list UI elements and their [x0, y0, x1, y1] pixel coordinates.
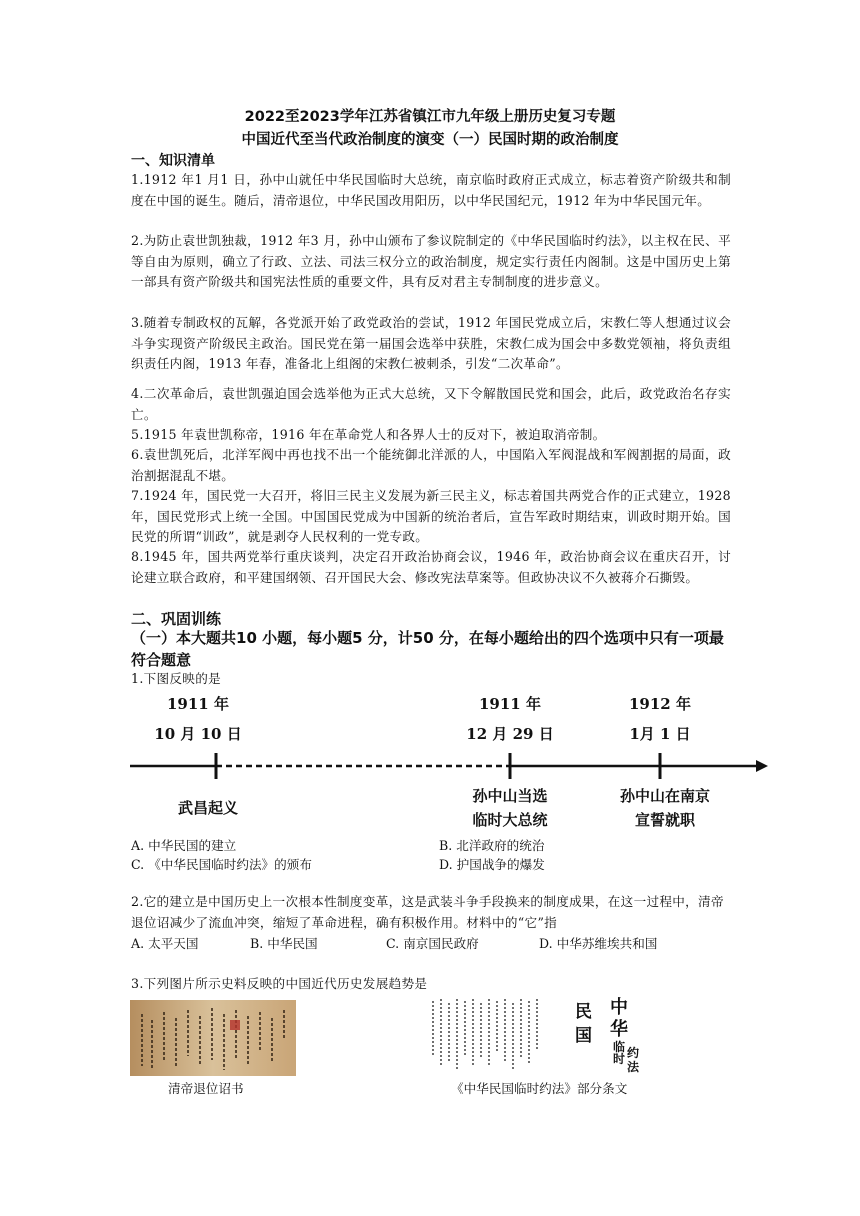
timeline-date-1: 10 月 10 日 — [154, 725, 242, 743]
question-2-option-c[interactable]: C. 南京国民政府 — [386, 936, 479, 951]
timeline-event-2-line1: 孙中山当选 — [472, 787, 548, 805]
timeline-year-1: 1911 年 — [167, 695, 229, 713]
question-3-stem: 3.下列图片所示史料反映的中国近代历史发展趋势是 — [131, 976, 428, 991]
question-2-option-a[interactable]: A. 太平天国 — [131, 936, 199, 951]
knowledge-item-2: 2.为防止袁世凯独裁，1912 年3 月，孙中山颁布了参议院制定的《中华民国临时约法》，以主权在民、平等自由为原则，确立了行政、立法、司法三权分立的政治制度，规定实行责任内阁制。这是中国历史上第一部具有资产阶级共和国宪法性质的重要文件，具有反对君主专制制度的进步意义。 — [131, 233, 731, 289]
question-2-option-d[interactable]: D. 中华苏维埃共和国 — [539, 936, 658, 951]
section-heading-practice: 二、巩固训练 — [131, 610, 222, 628]
knowledge-item-1: 1.1912 年1 月1 日，孙中山就任中华民国临时大总统，南京临时政府正式成立，标志着资产阶级共和制度在中国的诞生。随后，清帝退位，中华民国改用阳历，以中华民国纪元，1912 年为中华民国元年。 — [131, 172, 731, 208]
question-2-stem: 2.它的建立是中国历史上一次根本性制度变革，这是武装斗争手段换来的制度成果，在这一过程中，清帝退位诏减少了流血冲突，缩短了革命进程，确有积极作用。材料中的“它”指 — [131, 894, 724, 930]
constitution-char-lin: 临 — [613, 1040, 626, 1054]
timeline-date-2: 12 月 29 日 — [466, 725, 554, 743]
question-1-option-d[interactable]: D. 护国战争的爆发 — [439, 857, 545, 872]
constitution-char-yue: 约 — [627, 1046, 640, 1060]
provisional-constitution-caption: 《中华民国临时约法》部分条文 — [451, 1081, 628, 1096]
question-1-option-c[interactable]: C. 《中华民国临时约法》的颁布 — [131, 857, 312, 872]
constitution-char-shi: 时 — [613, 1052, 626, 1066]
abdication-edict-image — [130, 1000, 296, 1076]
question-1-option-b[interactable]: B. 北洋政府的统治 — [439, 838, 545, 853]
timeline-arrowhead-icon — [756, 760, 768, 772]
constitution-char-zhong: 中 — [610, 997, 628, 1018]
timeline-figure — [120, 685, 770, 835]
question-1-stem: 1.下图反映的是 — [131, 671, 221, 686]
knowledge-item-3: 3.随着专制政权的瓦解，各党派开始了政党政治的尝试，1912 年国民党成立后，宋教仁等人想通过议会斗争实现资产阶级民主政治。国民党在第一届国会选举中获胜，宋教仁成为国会中多数党领袖，将负责组织责任内阁，1913 年春，准备北上组阁的宋教仁被刺杀，引发“二次革命”。 — [131, 315, 731, 371]
timeline-year-3: 1912 年 — [629, 695, 691, 713]
timeline-event-3-line1: 孙中山在南京 — [619, 787, 711, 805]
knowledge-item-4: 4.二次革命后，袁世凯强迫国会选举他为正式大总统，又下令解散国民党和国会，此后，政党政治名存实亡。 — [131, 386, 731, 422]
abdication-edict-caption: 清帝退位诏书 — [168, 1081, 244, 1096]
knowledge-item-5: 5.1915 年袁世凯称帝，1916 年在革命党人和各界人士的反对下，被迫取消帝制。 — [131, 427, 606, 442]
timeline-year-2: 1911 年 — [479, 695, 541, 713]
document-title: 2022至2023学年江苏省镇江市九年级上册历史复习专题 — [244, 109, 616, 125]
constitution-char-fa: 法 — [627, 1060, 640, 1074]
question-2-option-b[interactable]: B. 中华民国 — [250, 936, 318, 951]
knowledge-item-8: 8.1945 年，国共两党举行重庆谈判，决定召开政治协商会议，1946 年，政治协商会议在重庆召开，讨论建立联合政府，和平建国纲领、召开国民大会、修改宪法草案等。但政协决议不久被蒋介石撕毁。 — [131, 549, 731, 585]
provisional-constitution-image — [425, 995, 665, 1075]
constitution-char-guo: 国 — [575, 1026, 592, 1046]
section-heading-knowledge: 一、知识清单 — [131, 153, 215, 169]
timeline-event-1: 武昌起义 — [177, 799, 239, 817]
timeline-event-2-line2: 临时大总统 — [472, 811, 548, 829]
knowledge-item-7: 7.1924 年，国民党一大召开，将旧三民主义发展为新三民主义，标志着国共两党合作的正式建立，1928 年，国民党形式上统一全国。中国国民党成为中国新的统治者后，宣告军政时期结束，训政时期开始。国民党的所谓“训政”，就是剥夺人民权利的一党专政。 — [131, 488, 731, 544]
timeline-date-3: 1月 1 日 — [629, 725, 691, 743]
knowledge-item-6: 6.袁世凯死后，北洋军阀中再也找不出一个能统御北洋派的人，中国陷入军阀混战和军阀割据的局面，政治割据混乱不堪。 — [131, 447, 731, 483]
constitution-char-min: 民 — [575, 1002, 592, 1022]
timeline-event-3-line2: 宣誓就职 — [634, 811, 696, 829]
practice-instructions: （一）本大题共10 小题，每小题5 分，计50 分，在每小题给出的四个选项中只有一项最符合题意 — [131, 629, 724, 669]
constitution-char-hua: 华 — [610, 1019, 628, 1040]
question-1-option-a[interactable]: A. 中华民国的建立 — [131, 838, 237, 853]
document-subtitle: 中国近代至当代政治制度的演变（一）民国时期的政治制度 — [241, 132, 619, 148]
